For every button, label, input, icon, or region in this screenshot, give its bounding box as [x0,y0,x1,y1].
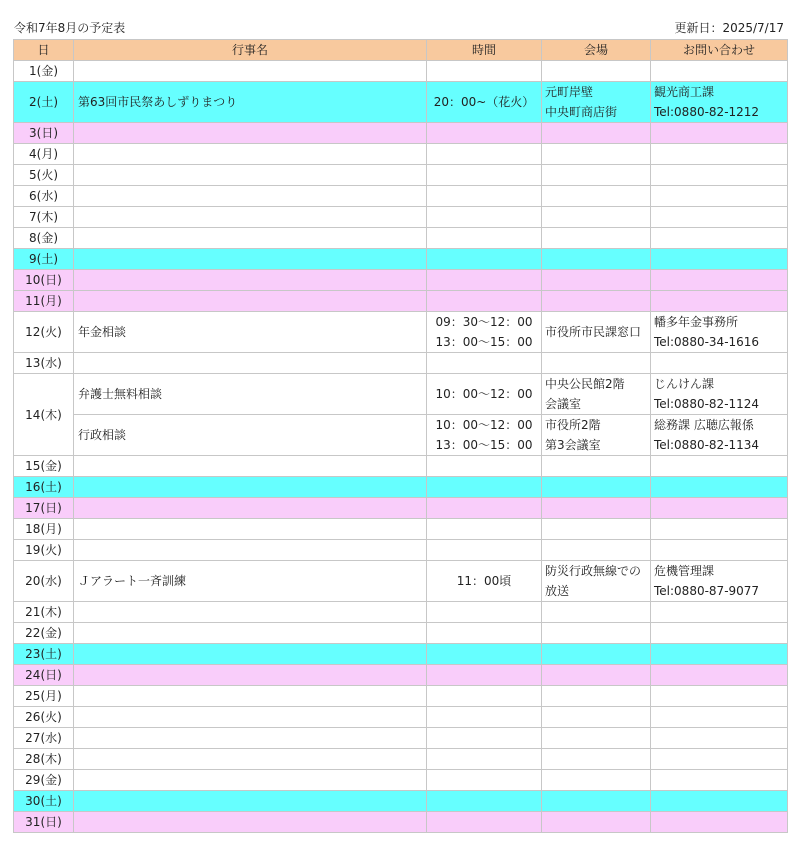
time-cell [427,791,542,812]
day-cell: 9(土) [14,249,74,270]
venue-cell [542,415,651,456]
day-cell: 25(月) [14,686,74,707]
time-cell [427,144,542,165]
event-cell [74,728,427,749]
time-cell [427,644,542,665]
day-cell: 27(水) [14,728,74,749]
time-cell [427,291,542,312]
day-cell: 26(火) [14,707,74,728]
venue-cell [542,477,651,498]
table-row [14,61,788,82]
venue-cell [542,186,651,207]
venue-cell [542,644,651,665]
day-cell: 6(水) [14,186,74,207]
venue-cell [542,770,651,791]
time-cell [427,207,542,228]
time-cell: 10：00～12：00 [427,374,542,415]
time-cell [427,812,542,833]
table-row [14,123,788,144]
time-line: 13：00～15：00 [435,438,533,452]
day-cell: 24(日) [14,665,74,686]
event-cell [74,353,427,374]
contact-cell [651,123,788,144]
venue-cell [542,123,651,144]
contact-dept: 観光商工課 [654,85,715,99]
table-row [14,707,788,728]
contact-cell [651,228,788,249]
venue-line: 中央公民館2階 [545,377,625,391]
contact-cell [651,770,788,791]
contact-cell [651,812,788,833]
contact-cell [651,456,788,477]
day-cell: 21(木) [14,602,74,623]
contact-cell [651,477,788,498]
column-header-venue: 会場 [542,40,651,61]
venue-line: 市役所2階 [545,418,601,432]
venue-cell [542,665,651,686]
event-cell [74,477,427,498]
event-cell [74,644,427,665]
contact-cell [651,707,788,728]
contact-cell [651,540,788,561]
venue-cell [542,812,651,833]
contact-cell [651,728,788,749]
venue-line: 防災行政無線での [545,564,642,578]
table-header-row [14,40,788,61]
table-row [14,144,788,165]
venue-cell [542,61,651,82]
time-cell [427,477,542,498]
table-row [14,477,788,498]
event-cell [74,456,427,477]
table-row [14,186,788,207]
table-row [14,228,788,249]
event-cell: Ｊアラート一斉訓練 [74,561,427,602]
time-cell: 20：00~（花火） [427,82,542,123]
venue-cell [542,144,651,165]
event-cell [74,228,427,249]
event-cell [74,186,427,207]
time-cell: 11：00頃 [427,561,542,602]
contact-cell [651,61,788,82]
contact-cell [651,665,788,686]
venue-cell [542,207,651,228]
venue-cell [542,270,651,291]
venue-line: 第3会議室 [545,438,601,452]
time-cell [427,228,542,249]
contact-phone: Tel:0880-87-9077 [654,584,760,598]
event-cell [74,770,427,791]
day-cell: 3(日) [14,123,74,144]
contact-cell [651,644,788,665]
event-cell [74,686,427,707]
time-cell [427,749,542,770]
day-cell: 16(土) [14,477,74,498]
day-cell: 14(木) [14,374,74,456]
venue-cell [542,519,651,540]
venue-cell [542,707,651,728]
time-cell [427,249,542,270]
time-cell [427,270,542,291]
venue-cell [542,540,651,561]
contact-cell [651,165,788,186]
contact-dept: 総務課 広聴広報係 [654,418,754,432]
venue-cell [542,291,651,312]
table-row [14,312,788,353]
venue-cell [542,374,651,415]
venue-cell [542,228,651,249]
day-cell: 12(火) [14,312,74,353]
table-row [14,207,788,228]
event-cell [74,61,427,82]
venue-cell [542,728,651,749]
time-cell [427,123,542,144]
contact-cell [651,498,788,519]
table-row [14,249,788,270]
contact-dept: じんけん課 [654,377,715,391]
contact-cell [651,749,788,770]
event-cell [74,791,427,812]
contact-phone: Tel:0880-34-1616 [654,335,760,349]
table-row [14,770,788,791]
table-row [14,270,788,291]
event-cell [74,707,427,728]
table-row [14,602,788,623]
contact-cell [651,291,788,312]
contact-cell [651,353,788,374]
time-cell [427,728,542,749]
event-cell [74,602,427,623]
venue-cell [542,165,651,186]
column-header-time: 時間 [427,40,542,61]
table-row [14,623,788,644]
venue-cell [542,456,651,477]
time-cell [427,602,542,623]
time-cell [427,415,542,456]
table-row [14,728,788,749]
day-cell: 5(火) [14,165,74,186]
day-cell: 15(金) [14,456,74,477]
time-cell [427,665,542,686]
day-cell: 17(日) [14,498,74,519]
time-cell [427,61,542,82]
table-row [14,291,788,312]
event-cell [74,623,427,644]
event-cell [74,749,427,770]
day-cell: 11(月) [14,291,74,312]
venue-line: 元町岸壁 [545,85,594,99]
table-row [14,791,788,812]
schedule-table [13,39,788,833]
event-cell: 年金相談 [74,312,427,353]
venue-cell [542,623,651,644]
contact-phone: Tel:0880-82-1212 [654,105,760,119]
time-line: 09：30～12：00 [435,315,533,329]
column-header-event: 行事名 [74,40,427,61]
table-row [14,165,788,186]
contact-cell [651,186,788,207]
day-cell: 7(木) [14,207,74,228]
event-cell: 弁護士無料相談 [74,374,427,415]
event-cell: 第63回市民祭あしずりまつり [74,82,427,123]
contact-cell [651,791,788,812]
event-cell [74,519,427,540]
table-row [14,561,788,602]
event-cell [74,249,427,270]
event-cell: 行政相談 [74,415,427,456]
day-cell: 2(土) [14,82,74,123]
contact-dept: 危機管理課 [654,564,715,578]
contact-cell [651,602,788,623]
event-cell [74,144,427,165]
day-cell: 30(土) [14,791,74,812]
table-row [14,82,788,123]
event-cell [74,165,427,186]
time-cell [427,707,542,728]
page-header [14,19,786,37]
event-cell [74,207,427,228]
venue-cell [542,498,651,519]
venue-cell [542,353,651,374]
time-cell [427,165,542,186]
venue-line: 中央町商店街 [545,105,618,119]
table-row [14,498,788,519]
event-cell [74,665,427,686]
column-header-day: 日 [14,40,74,61]
contact-cell [651,415,788,456]
contact-cell [651,519,788,540]
table-row [14,374,788,415]
time-cell [427,623,542,644]
table-row [14,353,788,374]
day-cell: 28(木) [14,749,74,770]
day-cell: 23(土) [14,644,74,665]
time-cell [427,686,542,707]
contact-phone: Tel:0880-82-1134 [654,438,760,452]
table-row [14,519,788,540]
contact-cell [651,623,788,644]
event-cell [74,291,427,312]
event-cell [74,812,427,833]
table-row [14,749,788,770]
contact-cell [651,82,788,123]
day-cell: 31(日) [14,812,74,833]
table-row [14,540,788,561]
day-cell: 8(金) [14,228,74,249]
table-row [14,644,788,665]
venue-cell [542,82,651,123]
table-row [14,456,788,477]
venue-cell [542,602,651,623]
page-title: 令和7年8月の予定表 [14,21,126,35]
contact-cell [651,207,788,228]
table-row [14,665,788,686]
event-cell [74,498,427,519]
updated-date: 更新日：2025/7/17 [674,21,784,35]
day-cell: 1(金) [14,61,74,82]
event-cell [74,540,427,561]
time-cell [427,353,542,374]
venue-cell [542,249,651,270]
day-cell: 22(金) [14,623,74,644]
venue-cell: 市役所市民課窓口 [542,312,651,353]
time-cell [427,519,542,540]
contact-cell [651,249,788,270]
time-cell [427,456,542,477]
day-cell: 4(月) [14,144,74,165]
day-cell: 10(日) [14,270,74,291]
venue-cell [542,749,651,770]
table-row [14,812,788,833]
column-header-contact: お問い合わせ [651,40,788,61]
contact-cell [651,686,788,707]
day-cell: 20(水) [14,561,74,602]
contact-cell [651,144,788,165]
time-cell [427,540,542,561]
contact-phone: Tel:0880-82-1124 [654,397,760,411]
time-cell [427,498,542,519]
day-cell: 29(金) [14,770,74,791]
time-cell [427,770,542,791]
venue-cell [542,561,651,602]
day-cell: 19(火) [14,540,74,561]
time-cell [427,312,542,353]
contact-cell [651,312,788,353]
venue-cell [542,791,651,812]
venue-cell [542,686,651,707]
time-cell [427,186,542,207]
contact-dept: 幡多年金事務所 [654,315,739,329]
day-cell: 18(月) [14,519,74,540]
table-row [14,415,788,456]
event-cell [74,123,427,144]
venue-line: 放送 [545,584,570,598]
venue-line: 会議室 [545,397,582,411]
contact-cell [651,561,788,602]
time-line: 10：00～12：00 [435,418,533,432]
contact-cell [651,270,788,291]
table-row [14,686,788,707]
contact-cell [651,374,788,415]
time-line: 13：00～15：00 [435,335,533,349]
day-cell: 13(水) [14,353,74,374]
event-cell [74,270,427,291]
